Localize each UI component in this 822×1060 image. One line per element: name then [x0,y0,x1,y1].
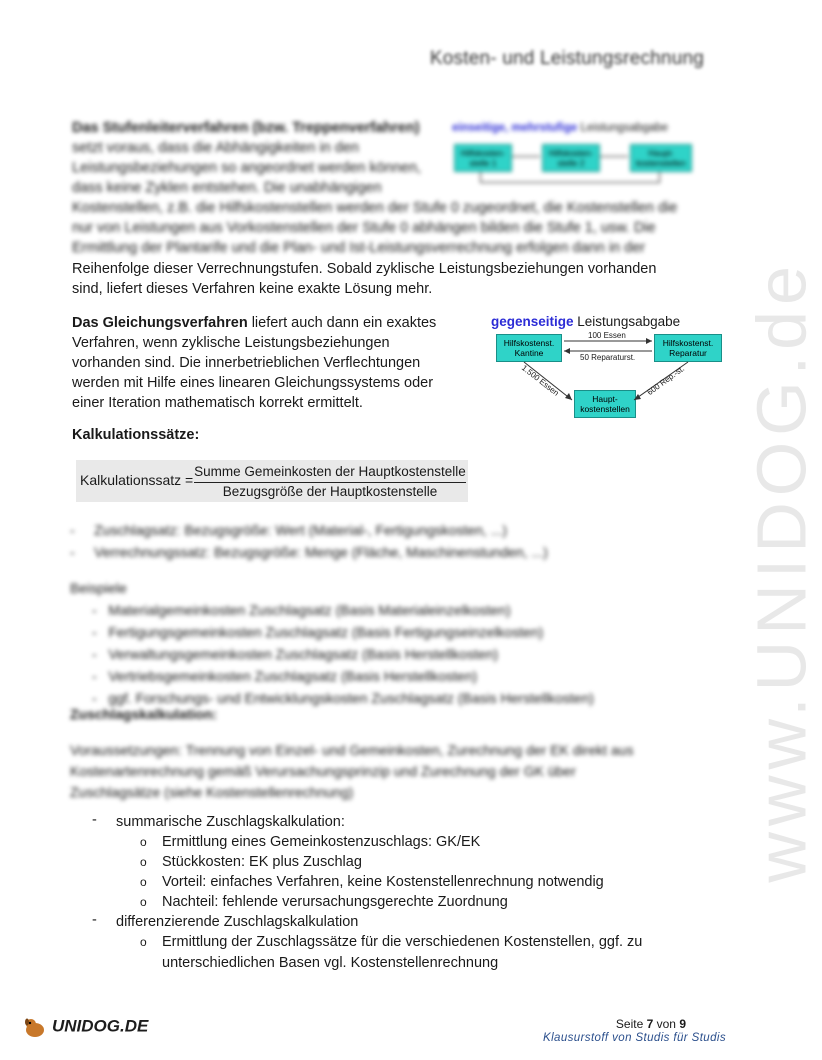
circle-bullet: o [140,895,147,909]
differenzierend-item-line: Ermittlung der Zuschlagssätze für die verschiedenen Kostenstellen, ggf. zu [162,934,643,950]
arrow-label: 50 Reparaturst. [580,353,636,362]
diagram-box: Haupt- kostenstellen [630,144,692,172]
circle-bullet: o [140,935,147,949]
arrow-loop [480,172,660,183]
zuschlag-line: Zuschlagsätze (siehe Kostenstellenrechnung) [70,784,354,800]
beispiel-item: - Vertriebsgemeinkosten Zuschlagsatz (Basis Herstellkosten) [92,668,478,684]
summarisch-label: summarische Zuschlagskalkulation: [116,814,345,830]
page-header-title: Kosten- und Leistungsrechnung [429,48,704,69]
bullet-item: - Zuschlagsatz: Bezugsgröße: Wert (Material-, Fertigungskosten, ...) [70,522,508,538]
formula-fraction-bar [194,482,466,483]
gleichung-line: werden mit Hilfe eines linearen Gleichungssystems oder [72,375,434,391]
formula-lhs: Kalkulationssatz = [80,472,194,488]
arrow-label: 100 Essen [588,331,626,340]
circle-bullet: o [140,855,147,869]
arrow-label: 600 Rep.-st. [645,364,687,397]
stufenleiter-clear-text [72,259,712,299]
gleichung-line: vorhanden sind. Die innerbetrieblichen Verflechtungen [72,355,421,371]
beispiele-label: Beispiele [70,580,127,596]
watermark: www.UNIDOG.de [743,260,821,883]
stufenleiter-line: setzt voraus, dass die Abhängigkeiten in den [72,140,359,156]
stufenleiter-clear-line: Reihenfolge dieser Verrechnungstufen. Sobald zyklische Leistungsbeziehungen vorhanden [72,261,657,277]
box-reparatur: Hilfskostenst. Reparatur [654,334,722,362]
stufenleiter-line: Leistungsbeziehungen so angeordnet werden können, [72,160,422,176]
kalkulation-bullets [70,519,710,709]
zuschlag-line: Kostenartenrechnung gemäß Verursachungsprinzip und Zurechnung der GK über [70,763,576,779]
differenzierend-item-line: unterschiedlichen Basen vgl. Kostenstellenrechnung [162,955,499,971]
gleichung-line: Das Gleichungsverfahren liefert auch dann ein exaktes [72,315,437,331]
zuschlag-paragraph [70,740,710,803]
beispiel-item: - Verwaltungsgemeinkosten Zuschlagsatz (Basis Herstellkosten) [92,646,499,662]
stufenleiter-line: Ermittlung der Plantarife und die Plan- und Ist-Leistungsverrechnung erfolgen dann in der [72,240,646,256]
summarisch-item: Nachteil: fehlende verursachungsgerechte Zuordnung [162,894,508,910]
gleichung-paragraph [72,313,472,413]
diagram-einseitig [450,120,710,190]
stufenleiter-line: Kostenstellen, z.B. die Hilfskostenstellen werden der Stufe 0 zugeordnet, die Kostenstellen die [72,200,678,216]
diagram-box: Hilfskosten- stelle 2 [542,144,600,172]
page-number: Seite 7 von 9 [615,1017,686,1031]
beispiel-item: - Materialgemeinkosten Zuschlagsatz (Basis Materialeinzelkosten) [92,602,511,618]
diagram-gegenseitig-title: gegenseitige Leistungsabgabe [491,314,681,329]
formula-numerator: Summe Gemeinkosten der Hauptkostenstelle [194,464,466,479]
differenzierend-label: differenzierende Zuschlagskalkulation [116,914,359,930]
diagram-einseitig-title: einseitige, mehrstufige Leistungsabgabe [452,122,669,134]
dash-bullet: - [92,812,97,828]
zuschlag-heading: Zuschlagskalkulation: [70,706,218,722]
dog-icon [22,1014,48,1040]
box-hauptkostenstellen: Haupt- kostenstellen [574,390,636,418]
summarisch-item: Stückkosten: EK plus Zuschlag [162,854,362,870]
gleichung-line: einer Iteration mathematisch korrekt ermittelt. [72,395,363,411]
diagram-gegenseitig [488,314,728,418]
formula-denominator: Bezugsgröße der Hauptkostenstelle [222,484,438,499]
summarisch-item: Ermittlung eines Gemeinkostenzuschlags: GK/EK [162,834,481,850]
footer-subtitle: Klausurstoff von Studis für Studis [543,1032,726,1044]
box-kantine: Hilfskostenst. Kantine [496,334,562,362]
dash-bullet: - [92,912,97,928]
stufenleiter-line: dass keine Zyklen entstehen. Die unabhängigen [72,180,382,196]
zuschlag-line: Voraussetzungen: Trennung von Einzel- und Gemeinkosten, Zurechnung der EK direkt aus [70,742,634,758]
circle-bullet: o [140,875,147,889]
arrow [512,156,540,157]
bullet-item: - Verrechnungssatz: Bezugsgröße: Menge (Fläche, Maschinenstunden, ...) [70,544,548,560]
kalkulation-heading: Kalkulationssätze: [72,427,200,443]
beispiel-item: - Fertigungsgemeinkosten Zuschlagsatz (Basis Fertigungseinzelkosten) [92,624,544,640]
diagram-box: Hilfskosten- stelle 1 [454,144,512,172]
summarisch-item: Vorteil: einfaches Verfahren, keine Kostenstellenrechnung notwendig [162,874,604,890]
formula-box [76,460,468,502]
unidog-logo: UNIDOG.DE [22,1014,148,1040]
arrow-label: 1.500 Essen [519,363,561,398]
beispiel-item: - ggf. Forschungs- und Entwicklungskosten Zuschlagsatz (Basis Herstellkosten) [92,690,594,706]
stufenleiter-line: nur von Leistungen aus Vorkostenstellen der Stufe 0 abhängen bilden die Stufe 1, usw. Die [72,220,656,236]
stufenleiter-clear-line: sind, liefert dieses Verfahren keine exakte Lösung mehr. [72,281,433,297]
gleichung-line: Verfahren, wenn zyklische Leistungsbeziehungen [72,335,390,351]
circle-bullet: o [140,835,147,849]
stufenleiter-line: Das Stufenleiterverfahren (bzw. Treppenverfahren) [72,120,420,136]
arrow [600,156,628,157]
